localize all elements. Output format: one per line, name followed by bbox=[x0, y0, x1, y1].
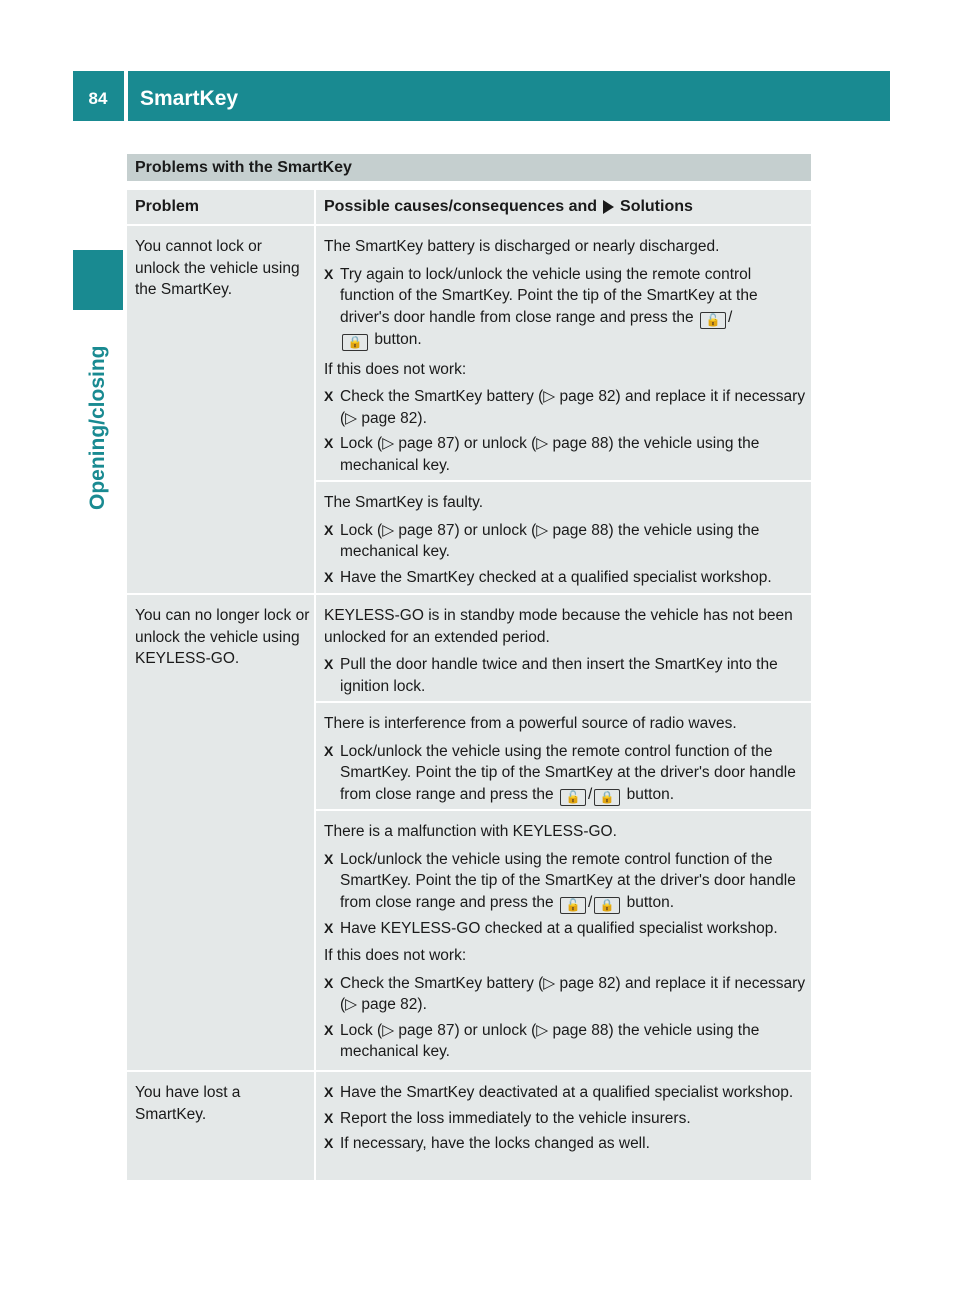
solution-step bbox=[324, 1133, 809, 1155]
step-text: If necessary, have the locks changed as well. bbox=[340, 1135, 650, 1152]
step-text-end: button. bbox=[626, 785, 675, 803]
section-marker bbox=[73, 250, 123, 310]
solution-cell bbox=[316, 226, 811, 480]
step-icon: X bbox=[324, 1021, 334, 1038]
solution-cell bbox=[316, 1072, 811, 1180]
step-icon: X bbox=[324, 568, 334, 585]
step-text: Have the SmartKey deactivated at a qualified specialist workshop. bbox=[340, 1084, 794, 1101]
solution-step bbox=[324, 1082, 809, 1104]
lock-key-icon: 🔒 bbox=[594, 789, 620, 806]
step-text: Check the SmartKey battery (▷ page 82) and replace it if necessary (▷ page 82). bbox=[340, 388, 806, 427]
step-icon: X bbox=[324, 1135, 334, 1151]
solution-step bbox=[324, 918, 809, 940]
solution-step bbox=[324, 520, 809, 563]
step-text: Lock/unlock the vehicle using the remote control function of the SmartKey. Point the tip of the SmartKey at the driver's door handle from close range and press the bbox=[340, 742, 796, 803]
step-icon: X bbox=[324, 742, 334, 759]
solution-cell bbox=[316, 482, 811, 593]
unlock-key-icon: 🔓 bbox=[560, 789, 586, 806]
problem-cell bbox=[127, 1072, 314, 1180]
cause-text: There is a malfunction with KEYLESS-GO. bbox=[324, 823, 617, 840]
step-text: Try again to lock/unlock the vehicle using the remote control function of the SmartKey. Point the tip of the SmartKey at the driver's door handle from close range and press the bbox=[340, 265, 758, 326]
step-icon: X bbox=[324, 656, 334, 672]
problem-text: You have lost a SmartKey. bbox=[135, 1084, 241, 1123]
solution-cell bbox=[316, 703, 811, 809]
step-text-end: button. bbox=[626, 893, 675, 911]
step-text: Lock/unlock the vehicle using the remote control function of the SmartKey. Point the tip of the SmartKey at the driver's door handle from close range and press the bbox=[340, 850, 796, 911]
header-divider bbox=[124, 71, 128, 121]
solution-step bbox=[324, 973, 809, 1016]
key-separator: / bbox=[587, 893, 593, 911]
problem-text: You can no longer lock or unlock the vehicle using KEYLESS-GO. bbox=[135, 607, 310, 667]
cause-text: The SmartKey battery is discharged or nearly discharged. bbox=[324, 238, 720, 255]
solution-step bbox=[324, 849, 809, 914]
solution-step bbox=[324, 264, 809, 351]
step-text: Pull the door handle twice and then insert the SmartKey into the ignition lock. bbox=[340, 656, 778, 695]
cause-text: KEYLESS-GO is in standby mode because the vehicle has not been unlocked for an extended period. bbox=[324, 607, 793, 646]
column-header-solution bbox=[316, 190, 811, 224]
solution-cell bbox=[316, 595, 811, 701]
step-text: Have the SmartKey checked at a qualified specialist workshop. bbox=[340, 568, 772, 586]
step-icon: X bbox=[324, 521, 334, 538]
problem-cell bbox=[127, 595, 314, 1070]
solution-step bbox=[324, 741, 809, 806]
solution-step bbox=[324, 1020, 809, 1063]
solution-step bbox=[324, 1108, 809, 1130]
step-text: Lock (▷ page 87) or unlock (▷ page 88) the vehicle using the mechanical key. bbox=[340, 1021, 760, 1060]
table-title: Problems with the SmartKey bbox=[127, 154, 811, 181]
note-text: If this does not work: bbox=[324, 947, 467, 964]
solution-step bbox=[324, 654, 809, 697]
step-icon: X bbox=[324, 265, 334, 282]
step-text: Check the SmartKey battery (▷ page 82) and replace it if necessary (▷ page 82). bbox=[340, 974, 806, 1013]
section-label: Opening/closing bbox=[86, 345, 109, 510]
solution-arrow-icon bbox=[603, 200, 614, 214]
column-header-problem-label: Problem bbox=[135, 198, 200, 215]
lock-key-icon: 🔒 bbox=[594, 897, 620, 914]
key-separator: / bbox=[727, 308, 733, 326]
step-icon: X bbox=[324, 1084, 334, 1100]
step-icon: X bbox=[324, 435, 334, 451]
cause-text: The SmartKey is faulty. bbox=[324, 494, 484, 511]
column-header-solution-prefix: Possible causes/consequences and bbox=[324, 198, 598, 215]
step-icon: X bbox=[324, 850, 334, 867]
lock-key-icon: 🔒 bbox=[342, 334, 368, 351]
solution-step bbox=[324, 433, 809, 476]
cause-text: There is interference from a powerful source of radio waves. bbox=[324, 715, 737, 732]
step-text: Have KEYLESS-GO checked at a qualified specialist workshop. bbox=[340, 919, 778, 937]
column-header-problem bbox=[127, 190, 314, 224]
unlock-key-icon: 🔓 bbox=[560, 897, 586, 914]
page-number: 84 bbox=[88, 89, 108, 108]
solution-cell bbox=[316, 811, 811, 1070]
step-icon: X bbox=[324, 388, 334, 404]
step-icon: X bbox=[324, 974, 334, 991]
column-header-solution-suffix: Solutions bbox=[620, 198, 693, 215]
solution-step bbox=[324, 386, 809, 429]
step-text: Lock (▷ page 87) or unlock (▷ page 88) the vehicle using the mechanical key. bbox=[340, 521, 760, 560]
solution-step bbox=[324, 567, 809, 589]
problem-text: You cannot lock or unlock the vehicle using the SmartKey. bbox=[135, 238, 300, 298]
problem-cell bbox=[127, 226, 314, 593]
step-text: Lock (▷ page 87) or unlock (▷ page 88) the vehicle using the mechanical key. bbox=[340, 435, 760, 474]
step-icon: X bbox=[324, 1109, 334, 1126]
step-text-end: button. bbox=[374, 330, 422, 348]
step-icon: X bbox=[324, 919, 334, 936]
key-separator: / bbox=[587, 785, 593, 803]
page-title: SmartKey bbox=[140, 87, 239, 110]
unlock-key-icon: 🔓 bbox=[700, 312, 726, 329]
note-text: If this does not work: bbox=[324, 360, 467, 378]
step-text: Report the loss immediately to the vehicle insurers. bbox=[340, 1109, 691, 1127]
